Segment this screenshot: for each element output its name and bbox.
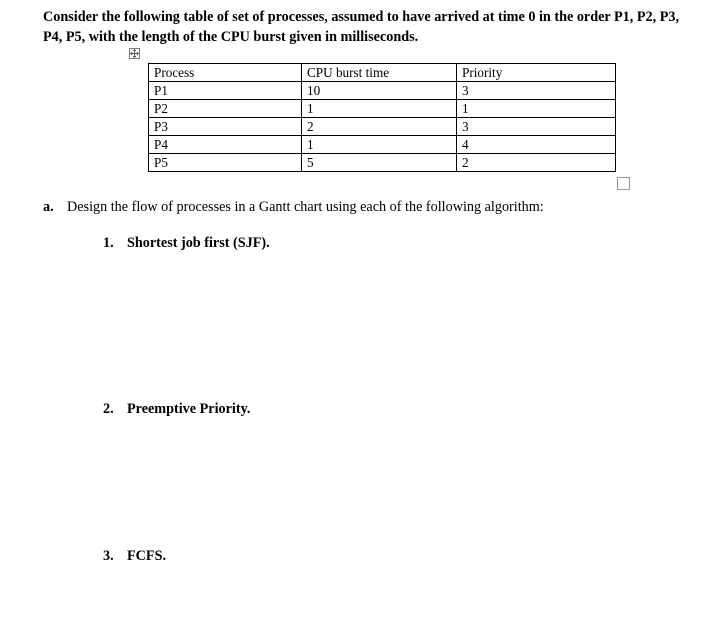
question-label: a.	[43, 199, 54, 215]
cell-burst: 1	[302, 136, 457, 154]
table-row	[149, 82, 616, 100]
cell-priority: 2	[457, 154, 616, 172]
table-move-handle-icon[interactable]	[129, 48, 140, 59]
table-row	[149, 118, 616, 136]
list-item-number: 1.	[103, 235, 114, 251]
header-process: Process	[149, 64, 302, 82]
cell-process: P3	[149, 118, 302, 136]
table-row	[149, 154, 616, 172]
question-a	[43, 197, 544, 217]
table-header-row	[149, 64, 616, 82]
cell-burst: 1	[302, 100, 457, 118]
table-row	[149, 100, 616, 118]
cell-process: P5	[149, 154, 302, 172]
cell-process: P4	[149, 136, 302, 154]
header-cpu-burst-time: CPU burst time	[302, 64, 457, 82]
table-row	[149, 136, 616, 154]
cell-priority: 3	[457, 82, 616, 100]
process-table	[148, 63, 616, 172]
list-item-number: 2.	[103, 401, 114, 417]
header-priority: Priority	[457, 64, 616, 82]
cell-burst: 2	[302, 118, 457, 136]
cell-process: P1	[149, 82, 302, 100]
list-item	[103, 233, 270, 253]
list-item-text: FCFS.	[127, 548, 167, 564]
cell-process: P2	[149, 100, 302, 118]
list-item	[103, 399, 250, 419]
list-item	[103, 546, 166, 566]
list-item-number: 3.	[103, 548, 114, 564]
cell-priority: 1	[457, 100, 616, 118]
intro-paragraph: Consider the following table of set of processes, assumed to have arrived at time 0 in the order P1, P2, P3, P4, P5, with the length of the CPU burst given in milliseconds.	[43, 9, 680, 45]
question-text: Design the flow of processes in a Gantt chart using each of the following algorithm:	[67, 199, 544, 215]
table-resize-handle[interactable]	[617, 177, 630, 190]
cell-priority: 4	[457, 136, 616, 154]
cell-priority: 3	[457, 118, 616, 136]
list-item-text: Shortest job first (SJF).	[127, 235, 270, 251]
cell-burst: 10	[302, 82, 457, 100]
cell-burst: 5	[302, 154, 457, 172]
list-item-text: Preemptive Priority.	[127, 401, 251, 417]
